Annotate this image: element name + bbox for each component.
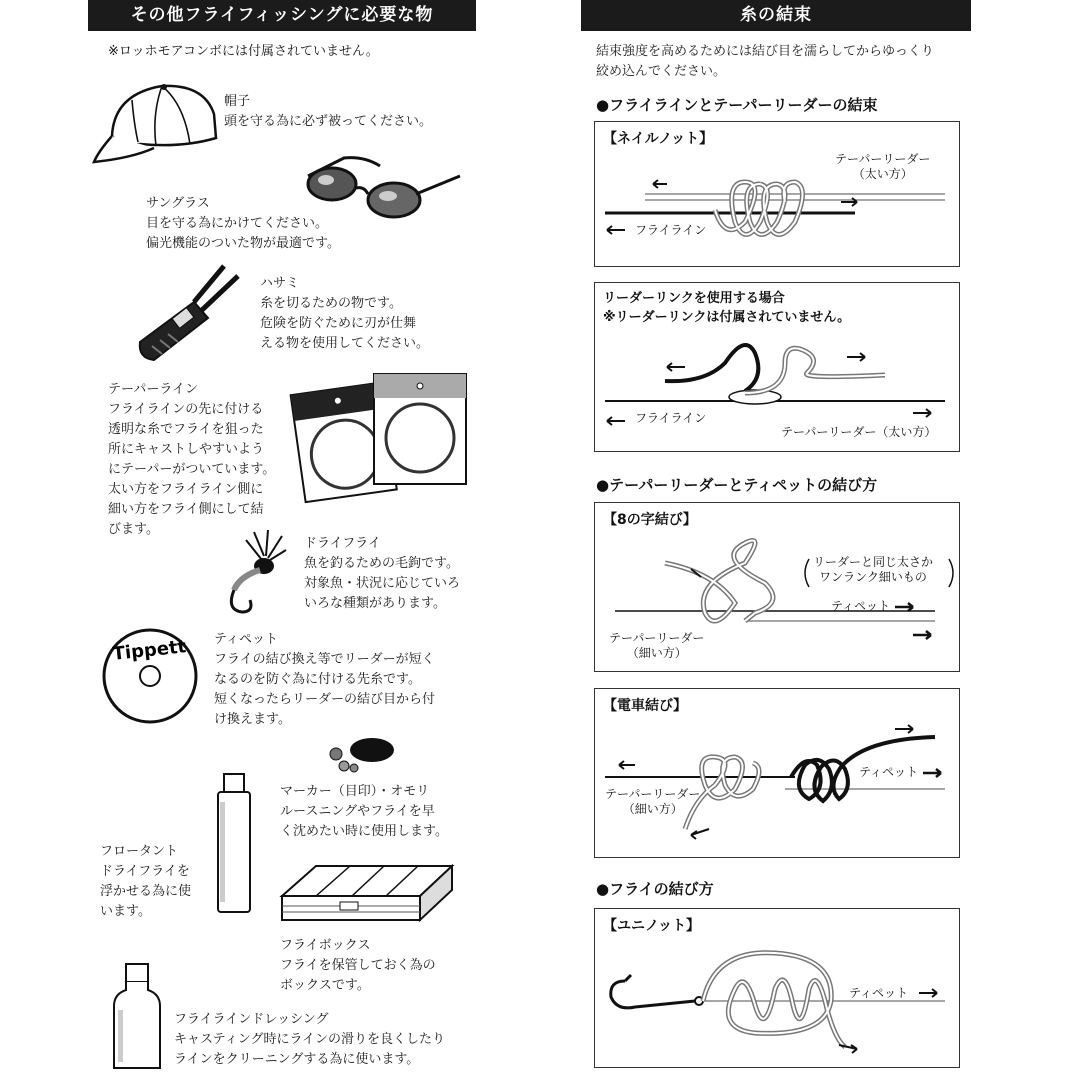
taper-line-package-icon (290, 370, 470, 500)
figure8-knot-box (594, 502, 960, 672)
scissors-desc: 糸を切るための物です。 危険を防ぐために刃が仕舞 える物を使用してください。 (260, 296, 430, 351)
hat-name: 帽子 (224, 94, 251, 109)
fly-box-icon (280, 862, 456, 926)
right-intro: 結束強度を高めるためには結び目を濡らしてからゆっくり 絞め込んでください。 (596, 44, 934, 79)
dressing-name: フライラインドレッシング (174, 1012, 329, 1027)
section-heading-line-leader: ●フライラインとテーパーリーダーの結束 (596, 96, 878, 114)
uni-title: 【ユニノット】 (603, 918, 701, 934)
dry-fly-desc: 魚を釣るための毛鉤です。 対象魚・状況に応じていろ いろな種類があります。 (304, 556, 461, 611)
section-heading-fly: ●フライの結び方 (596, 880, 714, 898)
dry-fly-icon (220, 530, 290, 616)
right-banner: 糸の結束 (581, 0, 971, 31)
cap-icon (92, 74, 222, 174)
marker-desc: ルースニングやフライを早 く沈めたい時に使用します。 (280, 804, 448, 839)
marker-name: マーカー（目印）・オモリ (280, 784, 430, 799)
leader-link-flyline-label: フライライン (635, 411, 707, 425)
train-knot-box (594, 688, 960, 858)
tippet-name: ティペット (214, 632, 278, 647)
taper-line-desc: フライラインの先に付ける 透明な糸でフライを狙った 所にキャストしやすいよう にテーパーがついています。 太い方をフライライン側に 細い方をフライ側にして結 びます。 (108, 402, 276, 537)
floatant-bottle-icon (214, 772, 254, 916)
hat-desc: 頭を守る為に必ず被ってください。 (224, 114, 433, 129)
floatant-name: フロータント (100, 844, 179, 859)
tippet-spool-text: Tippett (111, 636, 188, 665)
figure8-title: 【8の字結び】 (603, 512, 697, 528)
leader-link-note: ※リーダーリンクは付属されていません。 (603, 310, 851, 325)
dressing-desc: キャスティング時にラインの滑りを良くしたり ラインをクリーニングする為に使います。 (174, 1032, 446, 1067)
uni-knot-box (594, 908, 960, 1068)
figure8-diagram (595, 503, 959, 671)
uni-tippet-label: ティペット (849, 986, 909, 1000)
tippet-desc: フライの結び換え等でリーダーが短く なるのを防ぐ為に付ける先糸です。 短くなったらリーダーの結び目から付 け換えます。 (214, 652, 436, 727)
sunglasses-desc: 目を守る為にかけてください。 偏光機能のついた物が最適です。 (146, 216, 340, 251)
train-leader-label: テーパーリーダー （細い方） (605, 787, 701, 816)
figure8-tippet-label: ティペット (831, 599, 891, 613)
nail-knot-diagram (595, 122, 959, 266)
left-note: ※ロッホモアコンボには付属されていません。 (108, 44, 379, 59)
fly-box-name: フライボックス (280, 938, 371, 953)
sunglasses-name: サングラス (146, 196, 210, 211)
nail-flyline-label: フライライン (635, 223, 707, 237)
train-tippet-label: ティペット (859, 765, 919, 779)
fly-box-desc: フライを保管しておく為の ボックスです。 (280, 958, 436, 993)
nail-knot-box (594, 121, 960, 267)
leader-link-leader-label: テーパーリーダー（太い方） (781, 425, 937, 439)
train-knot-diagram (595, 689, 959, 857)
dry-fly-name: ドライフライ (304, 536, 381, 551)
train-title: 【電車結び】 (603, 698, 687, 714)
nail-leader-label: テーパーリーダー （太い方） (835, 152, 931, 181)
taper-line-name: テーパーライン (108, 382, 198, 397)
figure8-leader-label: テーパーリーダー （細い方） (609, 631, 705, 660)
section-heading-leader-tippet: ●テーパーリーダーとティペットの結び方 (596, 476, 878, 494)
leader-link-diagram (595, 283, 959, 451)
leader-link-box (594, 282, 960, 452)
scissors-name: ハサミ (260, 276, 300, 291)
nail-knot-title: 【ネイルノット】 (603, 131, 714, 147)
leader-link-title-text: リーダーリンクを使用する場合 (603, 291, 785, 306)
left-banner: その他フライフィッシングに必要な物 (88, 0, 476, 31)
dressing-bottle-icon (112, 962, 162, 1072)
scissors-icon (134, 262, 244, 366)
floatant-desc: ドライフライを 浮かせる為に使 います。 (100, 864, 192, 919)
uni-knot-diagram (595, 909, 959, 1067)
tippet-spool-icon (100, 626, 200, 726)
marker-weight-icon (326, 734, 396, 774)
figure8-bracket-label: リーダーと同じ太さか ワンランク細いもの (813, 555, 934, 584)
